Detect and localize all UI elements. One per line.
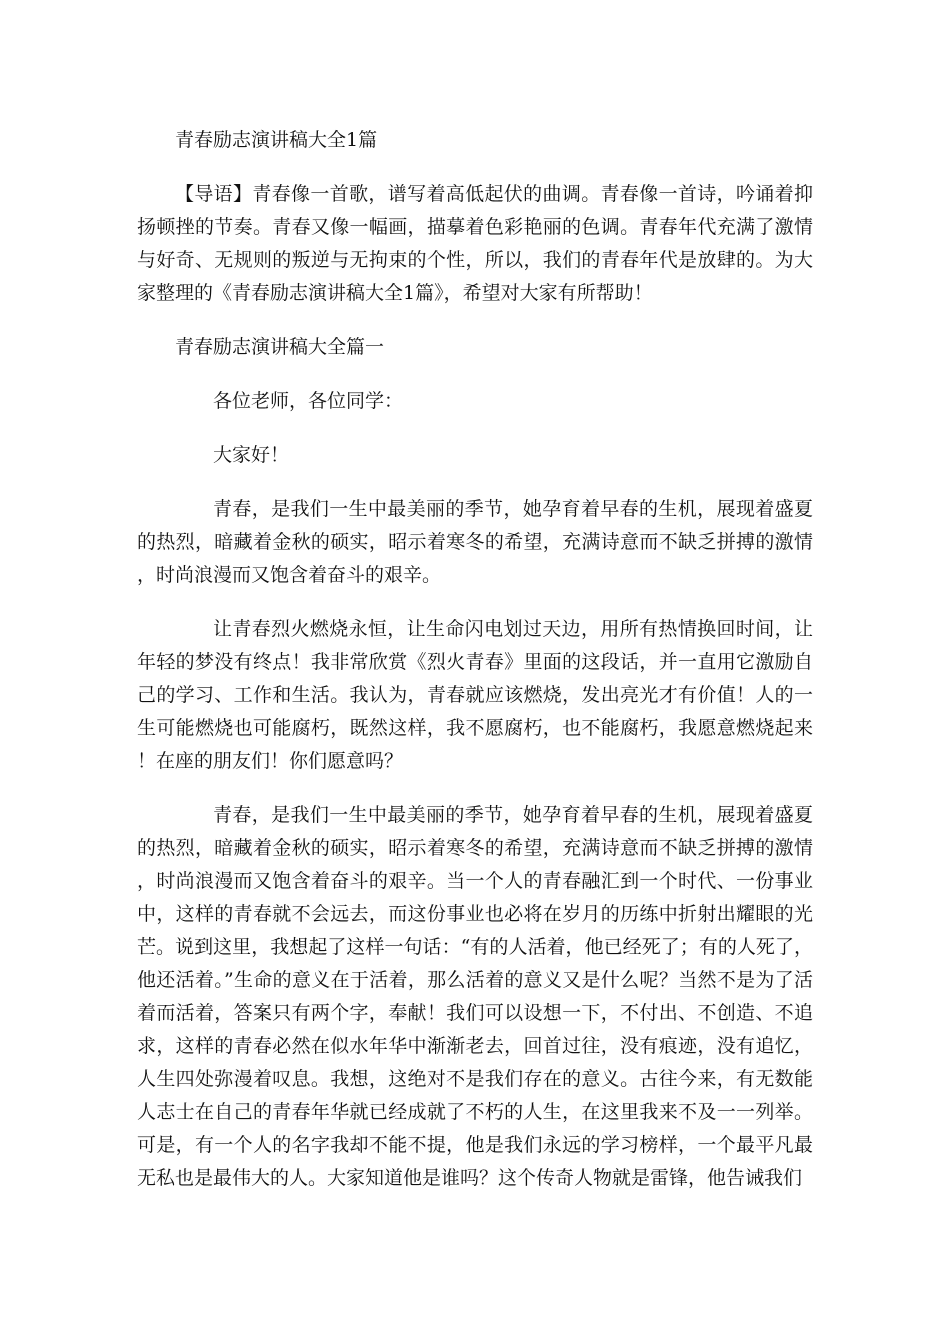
body-paragraph-2: 让青春烈火燃烧永恒，让生命闪电划过天边，用所有热情换回时间，让年轻的梦没有终点！我非常欣赏《烈火青春》里面的这段话，并一直用它激励自己的学习、工作和生活。我认为，青春就应该燃烧，发出亮光才有价值！人的一生可能燃烧也可能腐朽，既然这样，我不愿腐朽，也不能腐朽，我愿意燃烧起来！在座的朋友们！你们愿意吗？	[137, 618, 813, 772]
intro-paragraph: 【导语】青春像一首歌，谱写着高低起伏的曲调。青春像一首诗，吟诵着抑扬顿挫的节奏。青春又像一幅画，描摹着色彩艳丽的色调。青春年代充满了激情与好奇、无规则的叛逆与无拘束的个性，所以，我们的青春年代是放肆的。为大家整理的《青春励志演讲稿大全1篇》，希望对大家有所帮助！	[137, 183, 813, 304]
hello-line: 大家好！	[213, 444, 290, 466]
body-paragraph-1: 青春，是我们一生中最美丽的季节，她孕育着早春的生机，展现着盛夏的热烈，暗藏着金秋的硕实，昭示着寒冬的希望，充满诗意而不缺乏拼搏的激情，时尚浪漫而又饱含着奋斗的艰辛。	[137, 498, 813, 586]
body-paragraph-3: 青春，是我们一生中最美丽的季节，她孕育着早春的生机，展现着盛夏的热烈，暗藏着金秋的硕实，昭示着寒冬的希望，充满诗意而不缺乏拼搏的激情，时尚浪漫而又饱含着奋斗的艰辛。当一个人的青春融汇到一个时代、一份事业中，这样的青春就不会远去，而这份事业也必将在岁月的历练中折射出耀眼的光芒。说到这里，我想起了这样一句话：“有的人活着，他已经死了；有的人死了，他还活着。”生命的意义在于活着，那么活着的意义又是什么呢？当然不是为了活着而活着，答案只有两个字，奉献！我们可以设想一下，不付出、不创造、不追求，这样的青春必然在似水年华中渐渐老去，回首过往，没有痕迹，没有追忆，人生四处弥漫着叹息。我想，这绝对不是我们存在的意义。古往今来，有无数能人志士在自己的青春年华就已经成就了不朽的人生，在这里我来不及一一列举。可是，有一个人的名字我却不能不提，他是我们永远的学习榜样，一个最平凡最无私也是最伟大的人。大家知道他是谁吗？这个传奇人物就是雷锋，他告诫我们	[137, 804, 813, 1189]
greeting-line: 各位老师，各位同学：	[213, 390, 404, 412]
section-title: 青春励志演讲稿大全篇一	[175, 336, 385, 358]
document-body	[137, 124, 813, 1216]
document-title: 青春励志演讲稿大全1篇	[175, 129, 378, 151]
